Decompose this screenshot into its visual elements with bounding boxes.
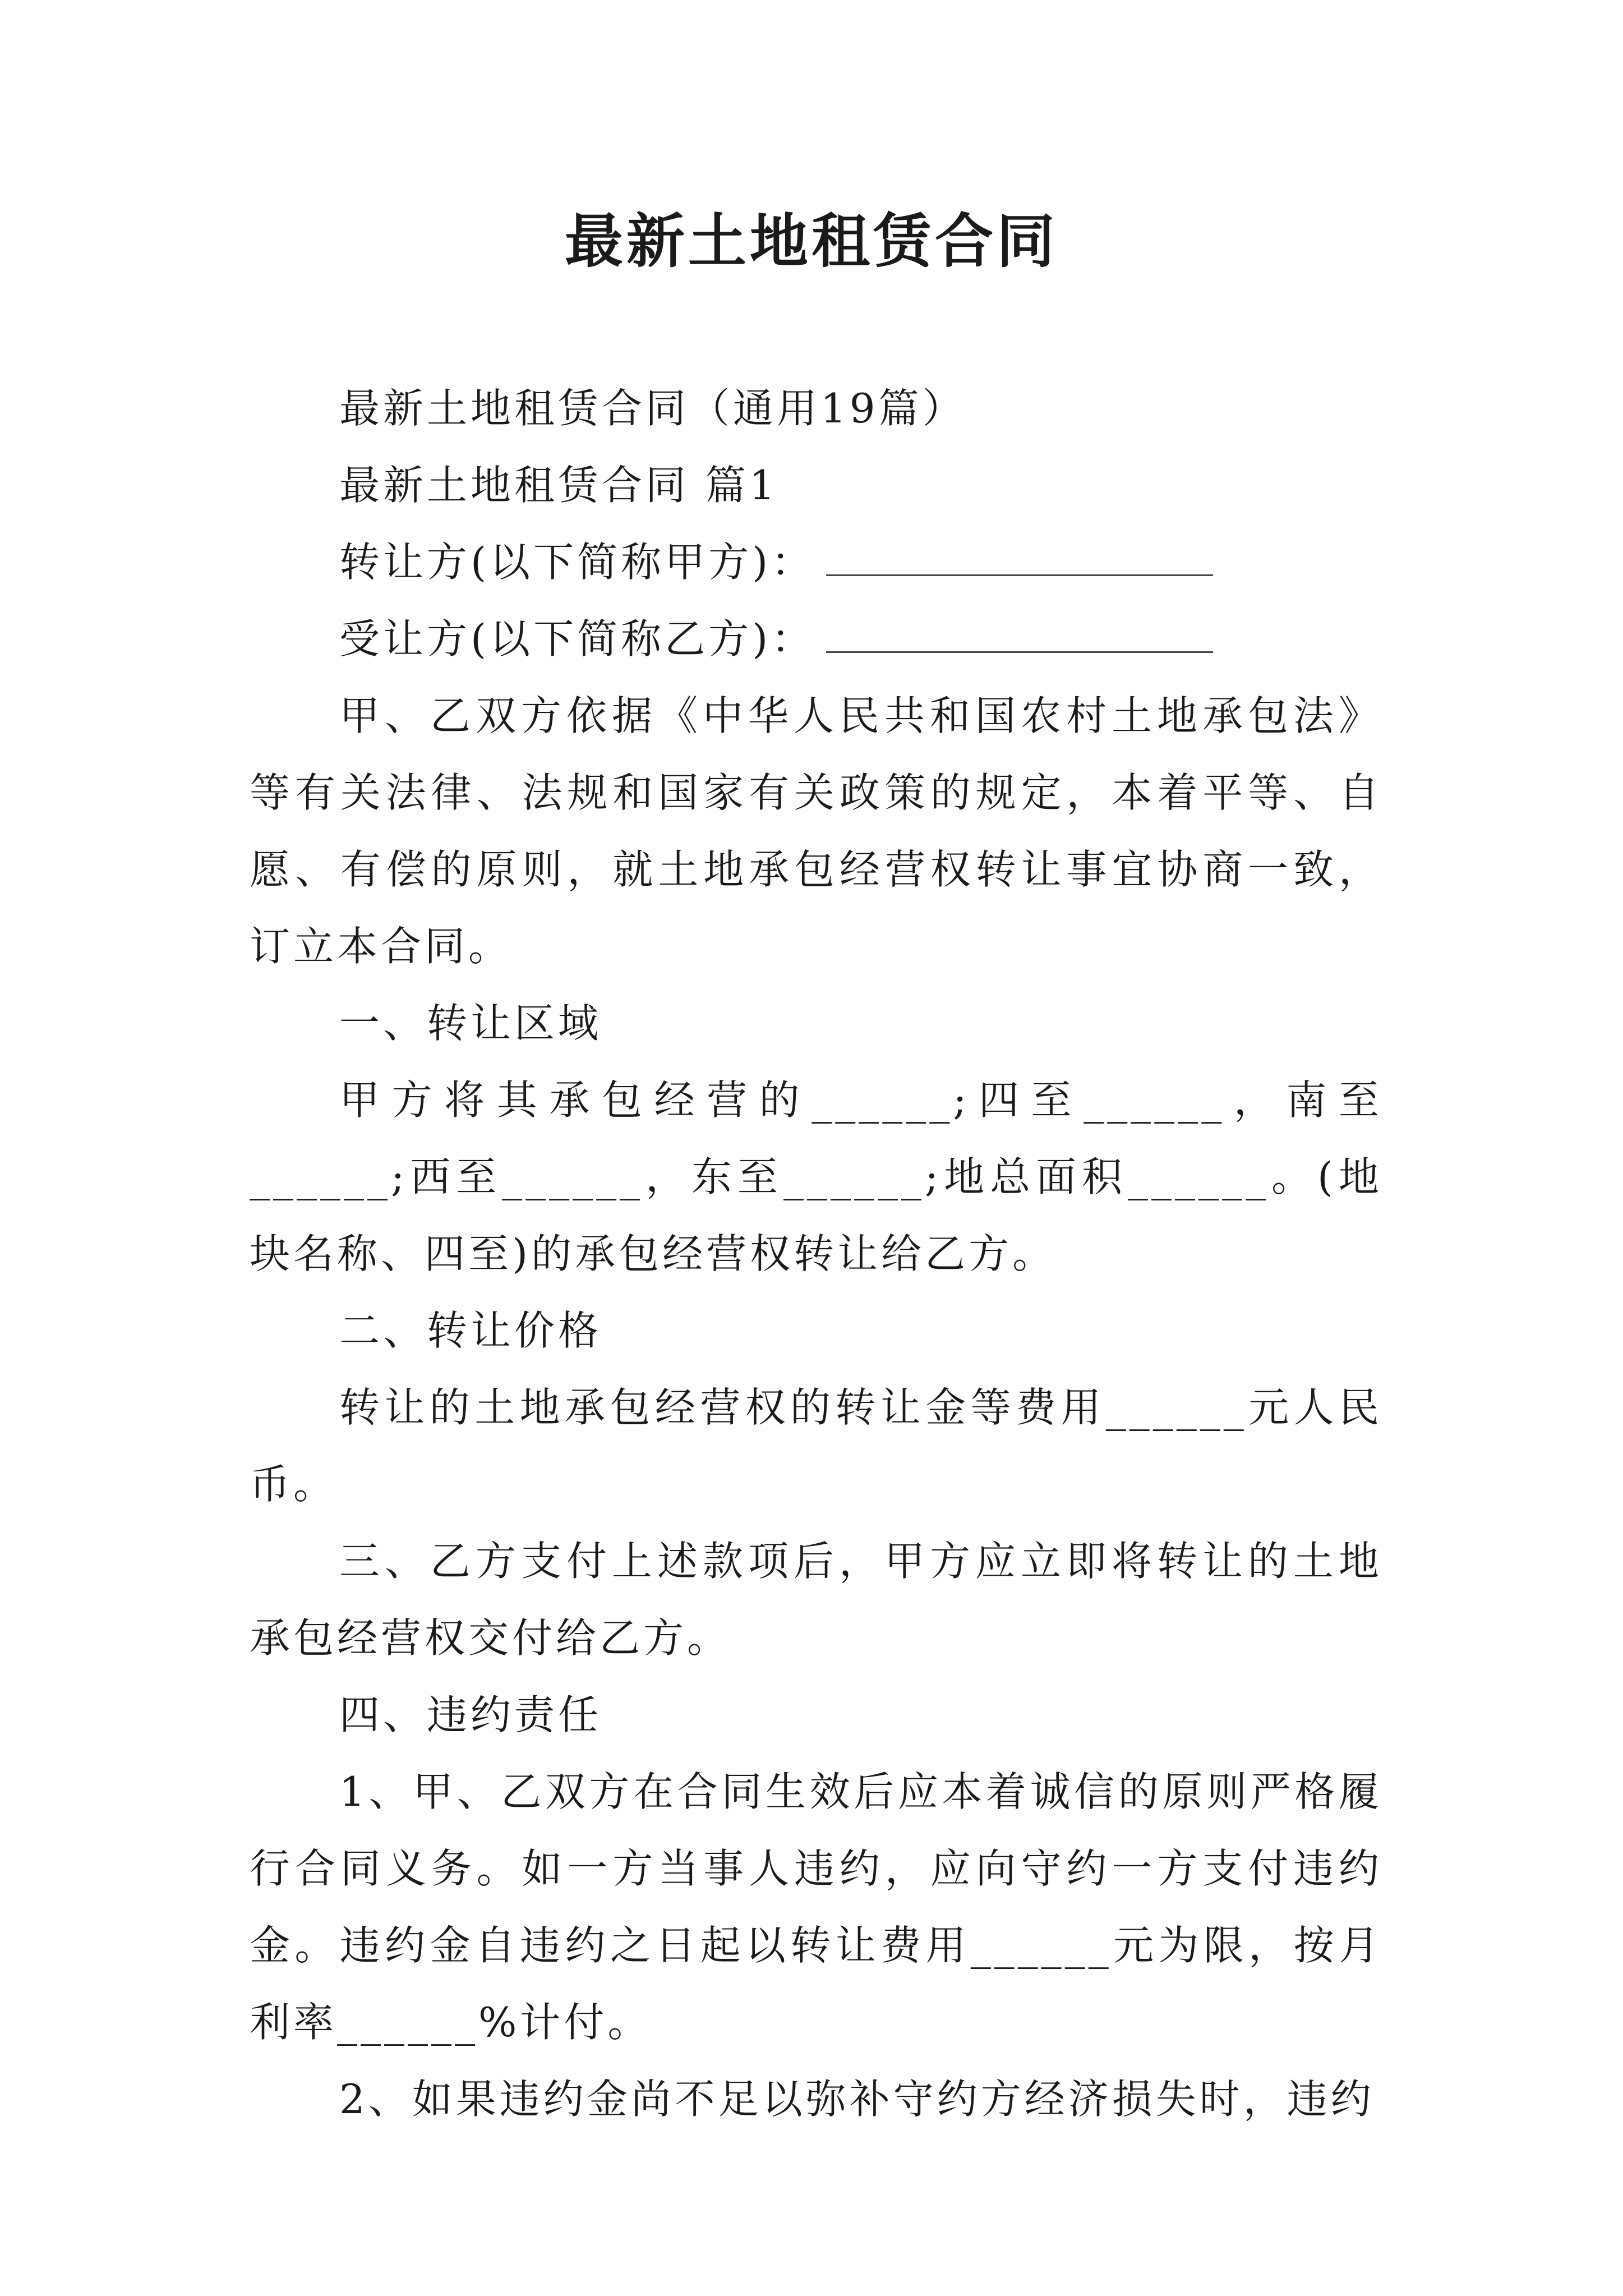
document-title: 最新土地租赁合同 <box>564 206 1058 275</box>
document-body <box>250 370 1382 2138</box>
clause-3-text: 三、乙方支付上述款项后，甲方应立即将转让的土地承包经营权交付给乙方。 <box>250 1538 1382 1662</box>
document-subtitle: 最新土地租赁合同（通用19篇） <box>339 385 966 432</box>
party-a-label: 转让方(以下简称甲方)： <box>339 539 815 586</box>
clause-2-heading: 二、转让价格 <box>339 1307 602 1354</box>
party-a-line <box>250 524 1382 601</box>
party-b-label: 受让方(以下简称乙方)： <box>339 615 815 662</box>
section-heading: 最新土地租赁合同 篇1 <box>339 462 778 509</box>
clause-4-item-2: 2、如果违约金尚不足以弥补守约方经济损失时，违约 <box>339 2076 1375 2123</box>
party-b-blank <box>826 612 1213 653</box>
clause-4-item-1: 1、甲、乙双方在合同生效后应本着诚信的原则严格履行合同义务。如一方当事人违约，应向守约一方支付违约金。违约金自违约之日起以转让费用______元为限，按月利率______%计付。 <box>250 1768 1382 2046</box>
party-b-line <box>250 601 1382 678</box>
clause-4-heading: 四、违约责任 <box>339 1691 602 1738</box>
clause-2-text: 转让的土地承包经营权的转让金等费用______元人民币。 <box>250 1384 1382 1508</box>
party-a-blank <box>826 535 1213 576</box>
clause-1-text: 甲方将其承包经营的______;四至______，南至______;西至______，东至______;地总面积______。(地块名称、四至)的承包经营权转让给乙方。 <box>250 1076 1382 1277</box>
preamble-paragraph: 甲、乙双方依据《中华人民共和国农村土地承包法》等有关法律、法规和国家有关政策的规定，本着平等、自愿、有偿的原则，就土地承包经营权转让事宜协商一致，订立本合同。 <box>250 692 1382 970</box>
clause-1-heading: 一、转让区域 <box>339 1000 602 1047</box>
